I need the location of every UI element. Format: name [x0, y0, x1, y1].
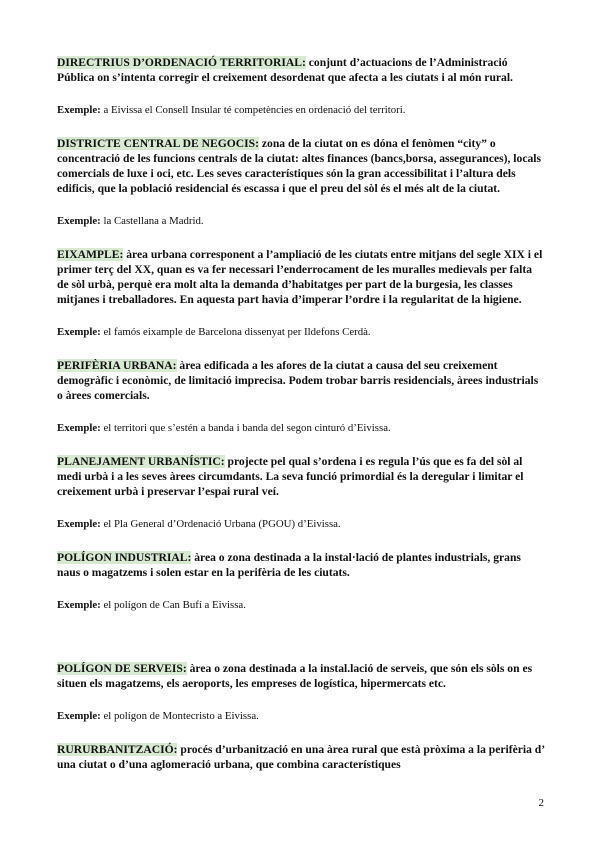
definition-paragraph	[57, 55, 545, 85]
example-paragraph	[57, 214, 545, 229]
blank-space	[57, 631, 545, 661]
term-label: EIXAMPLE:	[57, 248, 124, 261]
example-text: el polígon de Can Bufí a Eivissa.	[100, 599, 246, 611]
example-paragraph	[57, 325, 545, 340]
example-label: Exemple:	[57, 710, 101, 722]
definition-text: zona de la ciutat on es dóna el fenòmen “city” o concentració de les funcions centrals de la ciutat: altes finances (bancs,borsa, assegurances), locals comercials de luxe i oci, etc. Les seves característiques són la gran accessibilitat i l’altura dels edificis, que la població residencial és escassa i que el preu del sòl és el més alt de la ciutat.	[57, 137, 541, 195]
definition-paragraph	[57, 742, 545, 772]
example-label: Exemple:	[57, 518, 101, 530]
definition-text: conjunt d’actuacions de l’Administració Pública on s’intenta corregir el creixement desordenat que afecta a les ciutats i al món rural.	[57, 56, 513, 84]
example-paragraph	[57, 709, 545, 724]
example-label: Exemple:	[57, 215, 101, 227]
example-paragraph	[57, 421, 545, 436]
term-label: RURURBANITZACIÓ:	[57, 743, 178, 756]
example-paragraph	[57, 517, 545, 532]
example-text: el Pla General d’Ordenació Urbana (PGOU) d’Eivissa.	[100, 518, 341, 530]
example-text: el polígon de Montecristo a Eivissa.	[100, 710, 259, 722]
definition-text: projecte pel qual s’ordena i es regula l’ús que es fa del sòl al medi urbà i a les seves àrees circumdants. La seva funció primordial és la deregular i limitar el creixement urbà i preservar l’espai rural veí.	[57, 455, 524, 498]
term-label: POLÍGON DE SERVEIS:	[57, 662, 187, 675]
example-text: el famós eixample de Barcelona dissenyat per Ildefons Cerdà.	[100, 326, 371, 338]
definition-paragraph	[57, 136, 545, 196]
example-paragraph	[57, 103, 545, 118]
document-page	[57, 55, 545, 790]
term-label: POLÍGON INDUSTRIAL:	[57, 551, 192, 564]
example-text: a Eivissa el Consell Insular té competències en ordenació del territori.	[100, 104, 406, 116]
example-label: Exemple:	[57, 326, 101, 338]
term-label: DIRECTRIUS D’ORDENACIÓ TERRITORIAL:	[57, 56, 306, 69]
definition-paragraph	[57, 358, 545, 403]
definition-paragraph	[57, 247, 545, 307]
term-label: DISTRICTE CENTRAL DE NEGOCIS:	[57, 137, 259, 150]
example-text: la Castellana a Madrid.	[100, 215, 204, 227]
definition-paragraph	[57, 550, 545, 580]
definition-text: procés d’urbanització en una àrea rural que està pròxima a la perifèria d’ una ciutat o d’una aglomeració urbana, que combina característiques	[57, 743, 545, 771]
term-label: PLANEJAMENT URBANÍSTIC:	[57, 455, 225, 468]
example-label: Exemple:	[57, 599, 101, 611]
example-text: el territori que s’estén a banda i banda del segon cinturó d’Eivissa.	[100, 422, 391, 434]
definition-text: àrea edificada a les afores de la ciutat a causa del seu creixement demogràfic i econòmic, de limitació imprecisa. Podem trobar barris residencials, àrees industrials o àrees comercials.	[57, 359, 539, 402]
page-number: 2	[538, 797, 544, 809]
definition-text: àrea o zona destinada a la instal.lació de serveis, que són els sòls on es situen els magatzems, els aeroports, les empreses de logística, hipermercats etc.	[57, 662, 533, 690]
definition-paragraph	[57, 661, 545, 691]
term-label: PERIFÈRIA URBANA:	[57, 359, 177, 372]
definition-paragraph	[57, 454, 545, 499]
definition-text: àrea o zona destinada a la instal·lació de plantes industrials, grans naus o magatzems i solen estar en la perifèria de les ciutats.	[57, 551, 521, 579]
example-label: Exemple:	[57, 422, 101, 434]
definition-text: àrea urbana corresponent a l’ampliació de les ciutats entre mitjans del segle XIX i el primer terç del XX, quan es va fer necessari l’enderrocament de les muralles medievals per falta de sòl urbà, perquè era molt alta la demanda d’habitatges per part de la burgesia, les classes mitjanes i treballadores. En aquesta part havia d’imperar l’ordre i la regularitat de la higiene.	[57, 248, 543, 306]
example-paragraph	[57, 598, 545, 613]
example-label: Exemple:	[57, 104, 101, 116]
